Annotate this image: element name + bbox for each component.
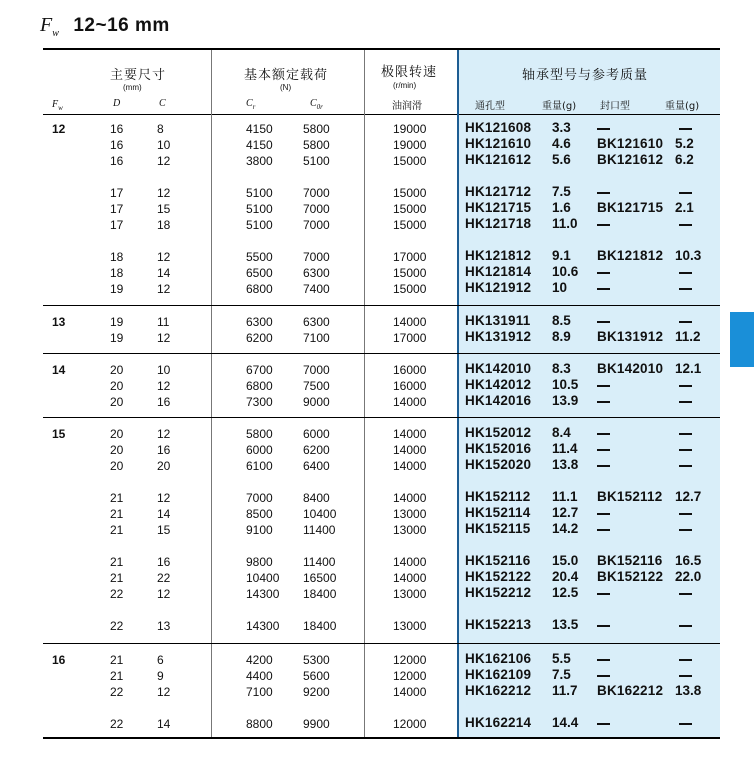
group-divider	[43, 417, 720, 418]
cell-open-type-code: HK152012	[465, 425, 532, 440]
cell-c: 12	[157, 186, 171, 200]
cell-cr: 5500	[246, 250, 273, 264]
cell-c: 12	[157, 587, 171, 601]
cell-d: 21	[110, 507, 124, 521]
cell-speed: 15000	[393, 202, 427, 216]
page-title	[40, 14, 170, 40]
cell-d: 20	[110, 379, 124, 393]
cell-weight1: 9.1	[552, 248, 571, 263]
cell-cr: 9800	[246, 555, 273, 569]
cell-open-type-code: HK152212	[465, 585, 532, 600]
subheader-c: C	[159, 98, 166, 109]
cell-d: 21	[110, 555, 124, 569]
cell-weight2: 10.3	[675, 248, 702, 263]
subheader-c0r: $C_{0r}$	[310, 98, 323, 111]
cell-weight2: 11.2	[675, 329, 701, 344]
cell-open-type-code: HK121912	[465, 280, 532, 295]
group-fw-value: 14	[52, 363, 66, 377]
cell-open-type-code: HK152213	[465, 617, 532, 632]
cell-speed: 13000	[393, 587, 427, 601]
cell-speed: 14000	[393, 459, 427, 473]
cell-d: 22	[110, 685, 124, 699]
cell-sealed-type-code: BK121812	[597, 248, 664, 263]
subheader-cr: $C_r$	[246, 98, 256, 111]
cell-c: 12	[157, 491, 171, 505]
cell-c: 22	[157, 571, 171, 585]
cell-cr: 6800	[246, 282, 273, 296]
cell-open-type-code: HK162106	[465, 651, 532, 666]
cell-open-type-code: HK121814	[465, 264, 532, 279]
cell-c0r: 16500	[303, 571, 337, 585]
cell-weight1: 8.9	[552, 329, 571, 344]
cell-speed: 17000	[393, 331, 427, 345]
cell-open-type-code: HK121610	[465, 136, 532, 151]
cell-c0r: 9200	[303, 685, 330, 699]
cell-d: 16	[110, 122, 124, 136]
cell-weight2: 22.0	[675, 569, 702, 584]
cell-weight2-dash	[679, 529, 692, 531]
cell-speed: 15000	[393, 154, 427, 168]
cell-weight1: 8.4	[552, 425, 571, 440]
cell-weight1: 11.1	[552, 489, 578, 504]
cell-weight1: 15.0	[552, 553, 579, 568]
cell-sealed-dash	[597, 128, 610, 130]
cell-c0r: 6400	[303, 459, 330, 473]
cell-weight1: 7.5	[552, 667, 571, 682]
cell-speed: 14000	[393, 685, 427, 699]
cell-sealed-dash	[597, 723, 610, 725]
cell-sealed-dash	[597, 288, 610, 290]
cell-sealed-dash	[597, 675, 610, 677]
cell-c0r: 9000	[303, 395, 330, 409]
cell-speed: 12000	[393, 653, 427, 667]
cell-weight1: 20.4	[552, 569, 579, 584]
cell-sealed-dash	[597, 224, 610, 226]
cell-open-type-code: HK152122	[465, 569, 532, 584]
cell-open-type-code: HK152114	[465, 505, 531, 520]
cell-sealed-type-code: BK162212	[597, 683, 664, 698]
cell-weight1: 13.8	[552, 457, 579, 472]
cell-c: 18	[157, 218, 171, 232]
cell-weight2: 5.2	[675, 136, 694, 151]
cell-open-type-code: HK121718	[465, 216, 532, 231]
cell-d: 22	[110, 619, 124, 633]
cell-weight2: 13.8	[675, 683, 702, 698]
cell-open-type-code: HK162212	[465, 683, 532, 698]
cell-c0r: 18400	[303, 587, 337, 601]
header-bearing: 轴承型号与参考质量	[522, 67, 649, 82]
cell-c: 12	[157, 282, 171, 296]
cell-d: 20	[110, 443, 124, 457]
cell-speed: 19000	[393, 122, 427, 136]
cell-d: 17	[110, 186, 124, 200]
cell-c0r: 5800	[303, 122, 330, 136]
cell-weight1: 11.7	[552, 683, 578, 698]
cell-open-type-code: HK121715	[465, 200, 532, 215]
cell-cr: 6700	[246, 363, 273, 377]
cell-sealed-dash	[597, 321, 610, 323]
subheader-fw: $F_w$	[52, 99, 63, 112]
cell-cr: 3800	[246, 154, 273, 168]
cell-speed: 13000	[393, 619, 427, 633]
cell-weight2: 12.7	[675, 489, 702, 504]
cell-c: 12	[157, 154, 171, 168]
cell-d: 16	[110, 154, 124, 168]
cell-weight2: 6.2	[675, 152, 694, 167]
cell-weight1: 7.5	[552, 184, 571, 199]
cell-sealed-type-code: BK152122	[597, 569, 664, 584]
cell-d: 20	[110, 363, 124, 377]
cell-weight1: 1.6	[552, 200, 571, 215]
cell-weight1: 12.7	[552, 505, 579, 520]
table-top-rule	[43, 48, 720, 50]
header-main-dims: 主要尺寸	[110, 67, 167, 82]
cell-weight1: 8.3	[552, 361, 571, 376]
cell-d: 21	[110, 491, 124, 505]
cell-weight2-dash	[679, 449, 692, 451]
cell-open-type-code: HK142010	[465, 361, 532, 376]
cell-sealed-dash	[597, 449, 610, 451]
cell-sealed-type-code: BK121612	[597, 152, 664, 167]
cell-weight1: 10.5	[552, 377, 579, 392]
cell-c0r: 6300	[303, 266, 330, 280]
cell-sealed-dash	[597, 593, 610, 595]
cell-cr: 9100	[246, 523, 273, 537]
cell-c0r: 11400	[303, 555, 336, 569]
cell-cr: 14300	[246, 587, 280, 601]
cell-d: 17	[110, 202, 124, 216]
column-divider	[364, 50, 365, 737]
cell-cr: 4200	[246, 653, 273, 667]
cell-weight1: 4.6	[552, 136, 571, 151]
cell-sealed-dash	[597, 401, 610, 403]
cell-weight1: 10	[552, 280, 568, 295]
cell-cr: 4150	[246, 122, 273, 136]
cell-open-type-code: HK152115	[465, 521, 531, 536]
cell-c: 11	[157, 315, 170, 329]
cell-open-type-code: HK121608	[465, 120, 532, 135]
cell-speed: 14000	[393, 555, 427, 569]
cell-weight1: 5.6	[552, 152, 571, 167]
cell-weight1: 14.4	[552, 715, 579, 730]
cell-open-type-code: HK121712	[465, 184, 532, 199]
cell-c: 14	[157, 507, 171, 521]
cell-weight2-dash	[679, 723, 692, 725]
group-divider	[43, 305, 720, 306]
cell-cr: 7300	[246, 395, 273, 409]
subheader-sealed-type: 封口型	[600, 101, 630, 112]
section-tab-marker	[730, 312, 754, 367]
cell-weight2-dash	[679, 659, 692, 661]
subheader-d: D	[113, 98, 121, 109]
cell-speed: 14000	[393, 315, 427, 329]
cell-cr: 4150	[246, 138, 273, 152]
header-speed-unit: (r/min)	[393, 81, 417, 90]
cell-d: 16	[110, 138, 124, 152]
cell-speed: 15000	[393, 266, 427, 280]
cell-cr: 5100	[246, 218, 273, 232]
cell-open-type-code: HK162214	[465, 715, 532, 730]
cell-cr: 10400	[246, 571, 280, 585]
cell-speed: 15000	[393, 282, 427, 296]
cell-c: 10	[157, 138, 171, 152]
column-divider	[211, 50, 212, 737]
cell-sealed-dash	[597, 625, 610, 627]
group-divider	[43, 643, 720, 644]
cell-c: 16	[157, 555, 171, 569]
cell-cr: 6000	[246, 443, 273, 457]
cell-speed: 13000	[393, 507, 427, 521]
cell-d: 17	[110, 218, 124, 232]
cell-weight1: 5.5	[552, 651, 571, 666]
cell-sealed-dash	[597, 192, 610, 194]
cell-c: 14	[157, 266, 171, 280]
cell-c0r: 5600	[303, 669, 330, 683]
cell-speed: 12000	[393, 669, 427, 683]
cell-c0r: 9900	[303, 717, 330, 731]
cell-c: 15	[157, 523, 171, 537]
group-fw-value: 16	[52, 653, 66, 667]
group-fw-value: 12	[52, 122, 66, 136]
cell-weight2-dash	[679, 675, 692, 677]
cell-c: 9	[157, 669, 164, 683]
cell-open-type-code: HK121812	[465, 248, 532, 263]
cell-sealed-dash	[597, 659, 610, 661]
cell-open-type-code: HK142012	[465, 377, 532, 392]
cell-d: 20	[110, 459, 124, 473]
cell-c0r: 5100	[303, 154, 330, 168]
cell-open-type-code: HK152016	[465, 441, 532, 456]
title-symbol: $F_w$	[40, 14, 59, 39]
cell-weight1: 13.5	[552, 617, 579, 632]
cell-c0r: 7000	[303, 250, 330, 264]
cell-c: 12	[157, 685, 171, 699]
cell-speed: 14000	[393, 427, 427, 441]
cell-c: 16	[157, 395, 171, 409]
cell-weight2-dash	[679, 465, 692, 467]
cell-sealed-dash	[597, 272, 610, 274]
cell-c0r: 5800	[303, 138, 330, 152]
cell-weight2-dash	[679, 192, 692, 194]
cell-cr: 8800	[246, 717, 273, 731]
cell-sealed-dash	[597, 433, 610, 435]
header-speed: 极限转速	[381, 64, 438, 79]
cell-cr: 7100	[246, 685, 273, 699]
cell-sealed-dash	[597, 513, 610, 515]
header-main-dims-unit: (mm)	[123, 83, 142, 92]
cell-d: 18	[110, 250, 124, 264]
cell-weight2-dash	[679, 513, 692, 515]
cell-cr: 6800	[246, 379, 273, 393]
cell-open-type-code: HK142016	[465, 393, 532, 408]
cell-cr: 4400	[246, 669, 273, 683]
cell-cr: 5100	[246, 202, 273, 216]
cell-speed: 15000	[393, 218, 427, 232]
cell-speed: 14000	[393, 491, 427, 505]
cell-weight2: 2.1	[675, 200, 694, 215]
cell-cr: 5100	[246, 186, 273, 200]
cell-weight1: 3.3	[552, 120, 571, 135]
cell-c0r: 10400	[303, 507, 337, 521]
cell-d: 21	[110, 571, 124, 585]
cell-c: 8	[157, 122, 164, 136]
cell-c: 15	[157, 202, 171, 216]
header-load: 基本额定载荷	[244, 67, 329, 82]
cell-d: 20	[110, 427, 124, 441]
cell-cr: 6100	[246, 459, 273, 473]
column-divider-blue	[457, 50, 459, 737]
cell-speed: 12000	[393, 717, 427, 731]
header-bottom-rule	[43, 114, 720, 115]
cell-open-type-code: HK131912	[465, 329, 532, 344]
header-load-unit: (N)	[280, 83, 292, 92]
cell-weight2: 16.5	[675, 553, 702, 568]
cell-c0r: 5300	[303, 653, 330, 667]
cell-c0r: 7000	[303, 186, 330, 200]
subheader-oil: 油润滑	[392, 101, 422, 112]
cell-d: 20	[110, 395, 124, 409]
cell-open-type-code: HK152116	[465, 553, 531, 568]
cell-speed: 17000	[393, 250, 427, 264]
cell-sealed-dash	[597, 385, 610, 387]
cell-d: 21	[110, 523, 124, 537]
cell-weight2-dash	[679, 288, 692, 290]
cell-cr: 7000	[246, 491, 273, 505]
cell-c: 12	[157, 331, 171, 345]
cell-sealed-dash	[597, 465, 610, 467]
cell-c0r: 7000	[303, 202, 330, 216]
cell-cr: 14300	[246, 619, 280, 633]
cell-d: 19	[110, 331, 124, 345]
subheader-open-type: 通孔型	[475, 101, 505, 112]
cell-sealed-type-code: BK142010	[597, 361, 664, 376]
cell-weight1: 8.5	[552, 313, 571, 328]
cell-speed: 16000	[393, 363, 427, 377]
cell-weight1: 10.6	[552, 264, 579, 279]
cell-c0r: 18400	[303, 619, 337, 633]
cell-c0r: 7400	[303, 282, 330, 296]
cell-c: 20	[157, 459, 171, 473]
cell-weight1: 11.4	[552, 441, 578, 456]
cell-d: 21	[110, 653, 124, 667]
cell-open-type-code: HK131911	[465, 313, 531, 328]
cell-d: 19	[110, 282, 124, 296]
cell-weight2-dash	[679, 385, 692, 387]
cell-weight2-dash	[679, 401, 692, 403]
cell-sealed-type-code: BK152112	[597, 489, 663, 504]
cell-weight2: 12.1	[675, 361, 702, 376]
cell-weight1: 13.9	[552, 393, 579, 408]
cell-cr: 5800	[246, 427, 273, 441]
cell-weight2-dash	[679, 433, 692, 435]
cell-d: 21	[110, 669, 124, 683]
cell-c: 14	[157, 717, 171, 731]
cell-speed: 14000	[393, 395, 427, 409]
cell-open-type-code: HK152112	[465, 489, 531, 504]
cell-d: 19	[110, 315, 124, 329]
cell-c: 12	[157, 427, 171, 441]
cell-d: 22	[110, 717, 124, 731]
cell-sealed-dash	[597, 529, 610, 531]
cell-d: 22	[110, 587, 124, 601]
cell-cr: 6500	[246, 266, 273, 280]
cell-open-type-code: HK152020	[465, 457, 532, 472]
group-fw-value: 15	[52, 427, 66, 441]
cell-cr: 6200	[246, 331, 273, 345]
cell-speed: 13000	[393, 523, 427, 537]
cell-speed: 14000	[393, 443, 427, 457]
cell-c: 12	[157, 379, 171, 393]
cell-c0r: 6300	[303, 315, 330, 329]
cell-cr: 8500	[246, 507, 273, 521]
group-fw-value: 13	[52, 315, 66, 329]
cell-weight2-dash	[679, 224, 692, 226]
cell-weight2-dash	[679, 593, 692, 595]
cell-open-type-code: HK121612	[465, 152, 532, 167]
cell-sealed-type-code: BK121610	[597, 136, 664, 151]
cell-c: 16	[157, 443, 171, 457]
cell-c0r: 7500	[303, 379, 330, 393]
table-bottom-rule	[43, 737, 720, 739]
cell-c0r: 6200	[303, 443, 330, 457]
cell-c0r: 8400	[303, 491, 330, 505]
cell-weight2-dash	[679, 625, 692, 627]
title-range: 12~16 mm	[73, 15, 170, 36]
cell-speed: 16000	[393, 379, 427, 393]
cell-c: 6	[157, 653, 164, 667]
cell-open-type-code: HK162109	[465, 667, 532, 682]
cell-c0r: 7000	[303, 363, 330, 377]
cell-weight2-dash	[679, 272, 692, 274]
cell-c0r: 7000	[303, 218, 330, 232]
cell-speed: 19000	[393, 138, 427, 152]
cell-d: 18	[110, 266, 124, 280]
group-divider	[43, 353, 720, 354]
cell-sealed-type-code: BK121715	[597, 200, 664, 215]
cell-sealed-type-code: BK131912	[597, 329, 664, 344]
subheader-weight1: 重量(g)	[542, 101, 577, 112]
cell-weight1: 14.2	[552, 521, 579, 536]
cell-c: 13	[157, 619, 171, 633]
subheader-weight2: 重量(g)	[665, 101, 700, 112]
cell-c0r: 11400	[303, 523, 336, 537]
cell-c: 12	[157, 250, 171, 264]
cell-c0r: 6000	[303, 427, 330, 441]
cell-weight2-dash	[679, 128, 692, 130]
cell-c0r: 7100	[303, 331, 330, 345]
cell-speed: 15000	[393, 186, 427, 200]
cell-speed: 14000	[393, 571, 427, 585]
cell-c: 10	[157, 363, 171, 377]
cell-weight1: 11.0	[552, 216, 578, 231]
cell-cr: 6300	[246, 315, 273, 329]
cell-sealed-type-code: BK152116	[597, 553, 663, 568]
cell-weight1: 12.5	[552, 585, 579, 600]
cell-weight2-dash	[679, 321, 692, 323]
